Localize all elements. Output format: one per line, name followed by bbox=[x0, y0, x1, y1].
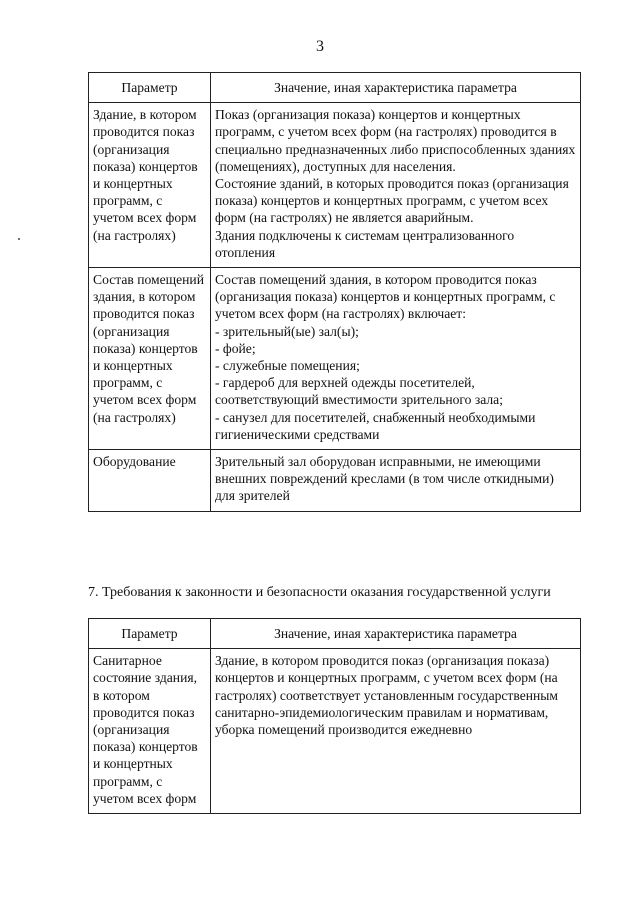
header-value: Значение, иная характеристика параметра bbox=[211, 73, 581, 103]
value-line: Состояние зданий, в которых проводится показ (организация показа) концертов и концертных программ, с учетом всех форм (на гастролях) не является аварийным. bbox=[215, 176, 569, 226]
value-line: Показ (организация показа) концертов и концертных программ, с учетом всех форм (на гастролях) проводится в специально предназначенных либо приспособленных зданиях (помещениях), доступных для населения. bbox=[215, 107, 576, 174]
table-row bbox=[89, 649, 581, 814]
scan-speck bbox=[18, 238, 20, 240]
value-cell bbox=[211, 103, 581, 268]
parameters-table-1 bbox=[88, 72, 581, 512]
value-cell: Здание, в котором проводится показ (организация показа) концертов и концертных программ, с учетом всех форм (на гастролях) соответствует установленным государственным санитарно-эпидемиологическим правилам и нормативам, уборка помещений производится ежедневно bbox=[211, 649, 581, 814]
header-param: Параметр bbox=[89, 73, 211, 103]
header-param: Параметр bbox=[89, 619, 211, 649]
value-line: - служебные помещения; bbox=[215, 358, 360, 374]
value-cell: Зрительный зал оборудован исправными, не имеющими внешних повреждений креслами (в том числе откидными) для зрителей bbox=[211, 450, 581, 512]
table-header-row bbox=[89, 73, 581, 103]
table-row bbox=[89, 268, 581, 450]
page-number: 3 bbox=[316, 38, 324, 55]
header-value: Значение, иная характеристика параметра bbox=[211, 619, 581, 649]
value-line: - санузел для посетителей, снабженный необходимыми гигиеническими средствами bbox=[215, 409, 536, 442]
value-line: Здания подключены к системам централизованного отопления bbox=[215, 227, 515, 260]
table-header-row bbox=[89, 619, 581, 649]
table-row bbox=[89, 450, 581, 512]
param-cell: Оборудование bbox=[89, 450, 211, 512]
param-cell: Санитарное состояние здания, в котором проводится показ (организация показа) концертов и концертных программ, с учетом всех форм bbox=[89, 649, 211, 814]
table-row bbox=[89, 103, 581, 268]
param-cell: Здание, в котором проводится показ (организация показа) концертов и концертных программ, с учетом всех форм (на гастролях) bbox=[89, 103, 211, 268]
value-line: - гардероб для верхней одежды посетителей, соответствующий вместимости зрительного зала; bbox=[215, 375, 503, 408]
param-cell: Состав помещений здания, в котором проводится показ (организация показа) концертов и концертных программ, с учетом всех форм (на гастролях) bbox=[89, 268, 211, 450]
value-line: - фойе; bbox=[215, 340, 256, 356]
parameters-table-2 bbox=[88, 618, 581, 814]
value-line: Состав помещений здания, в котором проводится показ (организация показа) концертов и концертных программ, с учетом всех форм (на гастролях) включает: bbox=[215, 272, 556, 322]
section-heading: 7. Требования к законности и безопасности оказания государственной услуги bbox=[88, 585, 551, 600]
value-cell bbox=[211, 268, 581, 450]
value-line: - зрительный(ые) зал(ы); bbox=[215, 323, 359, 339]
